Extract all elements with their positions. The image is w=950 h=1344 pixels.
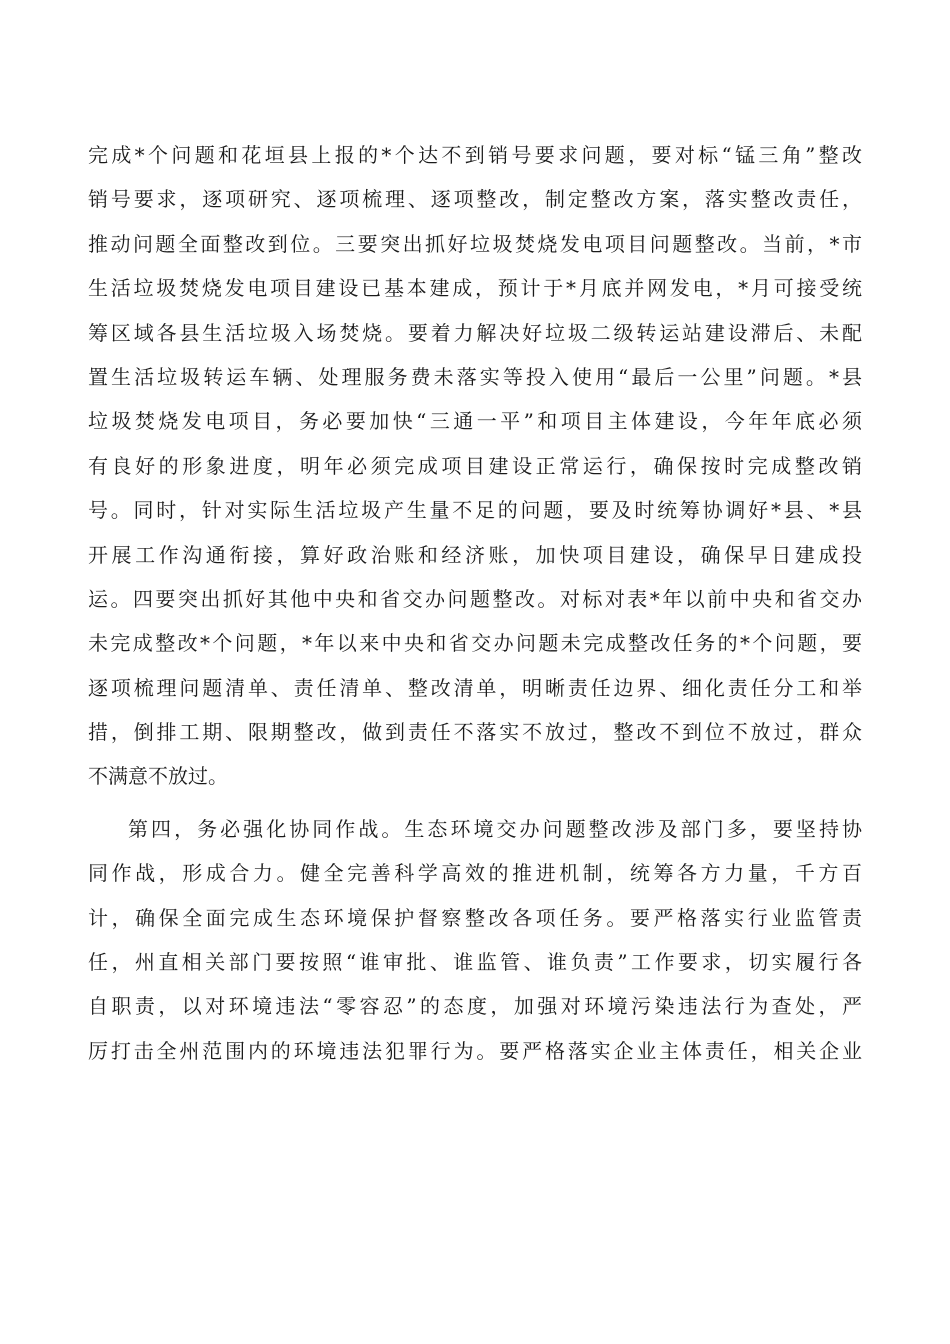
text-line: 任，州直相关部门要按照“谁审批、谁监管、谁负责”工作要求，切实履行各 xyxy=(88,950,862,975)
text-line: 同作战，形成合力。健全完善科学高效的推进机制，统筹各方力量，千方百 xyxy=(88,861,862,886)
text-line: 开展工作沟通衔接，算好政治账和经济账，加快项目建设，确保早日建成投 xyxy=(88,542,862,567)
paragraph-1 xyxy=(88,133,862,799)
text-line: 垃圾焚烧发电项目，务必要加快“三通一平”和项目主体建设，今年年底必须 xyxy=(88,409,862,434)
paragraph-spacer xyxy=(88,799,862,807)
text-line: 销号要求，逐项研究、逐项梳理、逐项整改，制定整改方案，落实整改责任， xyxy=(88,187,862,212)
text-line: 不满意不放过。 xyxy=(88,764,228,789)
text-line: 完成*个问题和花垣县上报的*个达不到销号要求问题，要对标“锰三角”整改 xyxy=(88,143,862,167)
text-line: 计，确保全面完成生态环境保护督察整改各项任务。要严格落实行业监管责 xyxy=(88,905,862,930)
text-line: 未完成整改*个问题，*年以来中央和省交办问题未完成整改任务的*个问题，要 xyxy=(88,631,862,656)
text-line: 生活垃圾焚烧发电项目建设已基本建成，预计于*月底并网发电，*月可接受统 xyxy=(88,276,862,301)
text-line: 措，倒排工期、限期整改，做到责任不落实不放过，整改不到位不放过，群众 xyxy=(88,720,862,745)
text-line: 自职责，以对环境违法“零容忍”的态度，加强对环境污染违法行为查处，严 xyxy=(88,994,862,1019)
text-line: 有良好的形象进度，明年必须完成项目建设正常运行，确保按时完成整改销 xyxy=(88,453,862,478)
text-line: 置生活垃圾转运车辆、处理服务费未落实等投入使用“最后一公里”问题。*县 xyxy=(88,364,862,389)
text-line: 运。四要突出抓好其他中央和省交办问题整改。对标对表*年以前中央和省交办 xyxy=(88,586,862,611)
text-line: 筹区域各县生活垃圾入场焚烧。要着力解决好垃圾二级转运站建设滞后、未配 xyxy=(88,320,862,345)
text-line: 号。同时，针对实际生活垃圾产生量不足的问题，要及时统筹协调好*县、*县 xyxy=(88,498,862,523)
text-line: 逐项梳理问题清单、责任清单、整改清单，明晰责任边界、细化责任分工和举 xyxy=(88,675,862,700)
text-line: 厉打击全州范围内的环境违法犯罪行为。要严格落实企业主体责任，相关企业 xyxy=(88,1038,862,1063)
document-body xyxy=(88,133,862,1073)
text-line: 推动问题全面整改到位。三要突出抓好垃圾焚烧发电项目问题整改。当前，*市 xyxy=(88,231,862,256)
paragraph-2 xyxy=(88,807,862,1073)
text-line: 第四，务必强化协同作战。生态环境交办问题整改涉及部门多，要坚持协 xyxy=(128,816,862,841)
